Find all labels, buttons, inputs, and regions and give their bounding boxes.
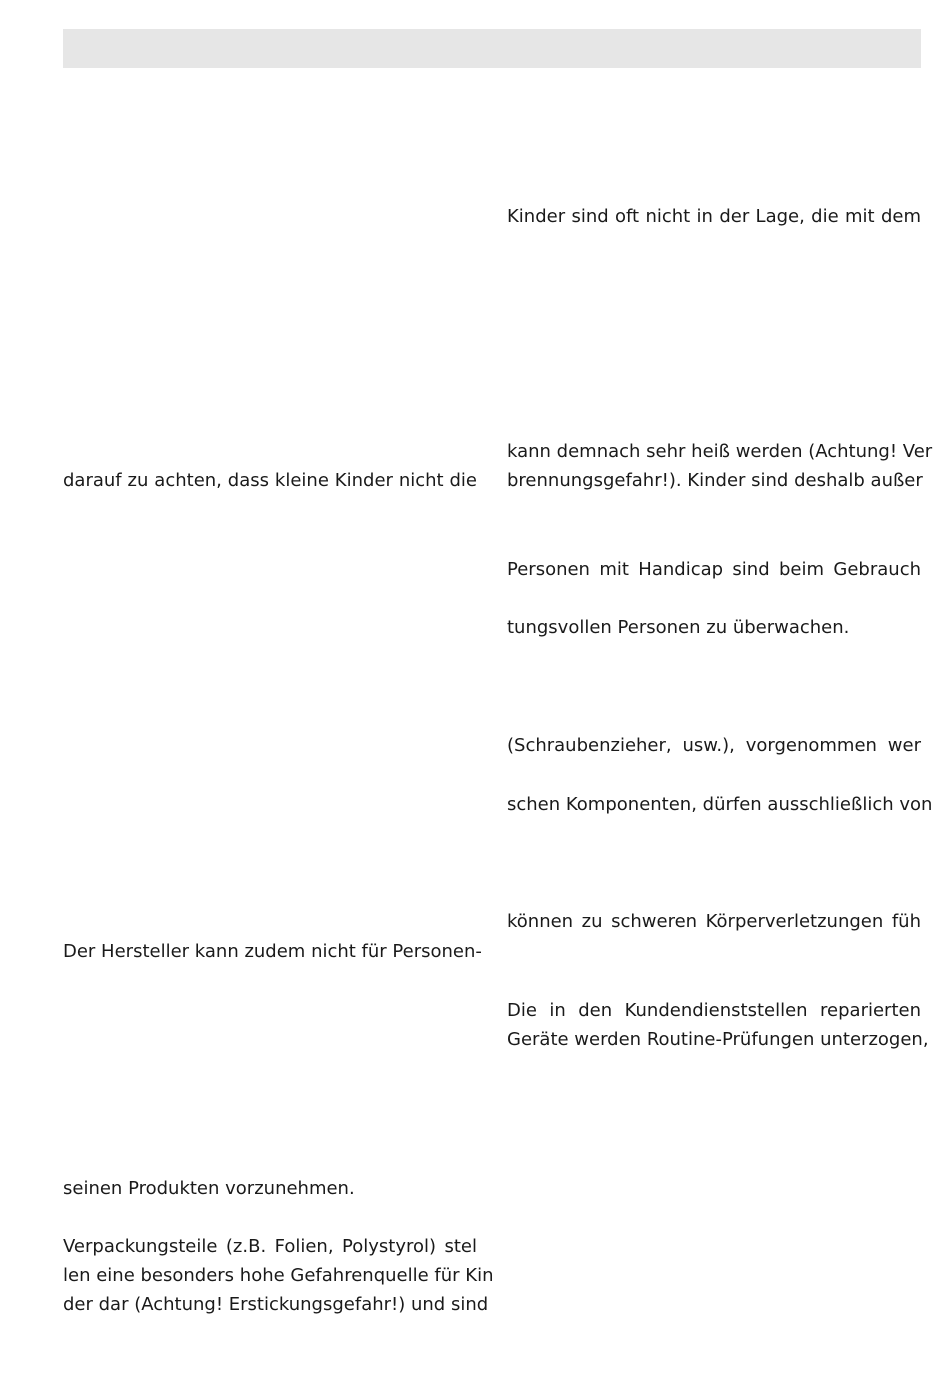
right-text-line: Die in den Kundendienststellen reparierten: [507, 1000, 921, 1021]
right-text-line: (Schraubenzieher, usw.), vorgenommen wer: [507, 735, 921, 756]
right-text-line: können zu schweren Körperverletzungen füh: [507, 911, 921, 932]
right-text-line: Kinder sind oft nicht in der Lage, die mit dem: [507, 206, 921, 227]
left-text-line: Der Hersteller kann zudem nicht für Personen-: [63, 941, 482, 962]
right-text-line: schen Komponenten, dürfen ausschließlich von: [507, 794, 933, 815]
left-text-line: der dar (Achtung! Erstickungsgefahr!) und sind: [63, 1294, 489, 1315]
left-text-line: len eine besonders hohe Gefahrenquelle für Kin: [63, 1265, 494, 1286]
left-text-line: darauf zu achten, dass kleine Kinder nicht die: [63, 470, 477, 491]
right-text-line: kann demnach sehr heiß werden (Achtung! Ver: [507, 441, 933, 462]
right-text-line: brennungsgefahr!). Kinder sind deshalb außer: [507, 470, 923, 491]
right-text-line: Personen mit Handicap sind beim Gebrauch: [507, 559, 921, 580]
right-text-line: tungsvollen Personen zu überwachen.: [507, 617, 850, 638]
left-text-line: Verpackungsteile (z.B. Folien, Polystyrol) stel: [63, 1236, 477, 1257]
right-text-line: Geräte werden Routine-Prüfungen unterzogen,: [507, 1029, 929, 1050]
left-text-line: seinen Produkten vorzunehmen.: [63, 1178, 355, 1199]
header-bar: [63, 29, 921, 68]
